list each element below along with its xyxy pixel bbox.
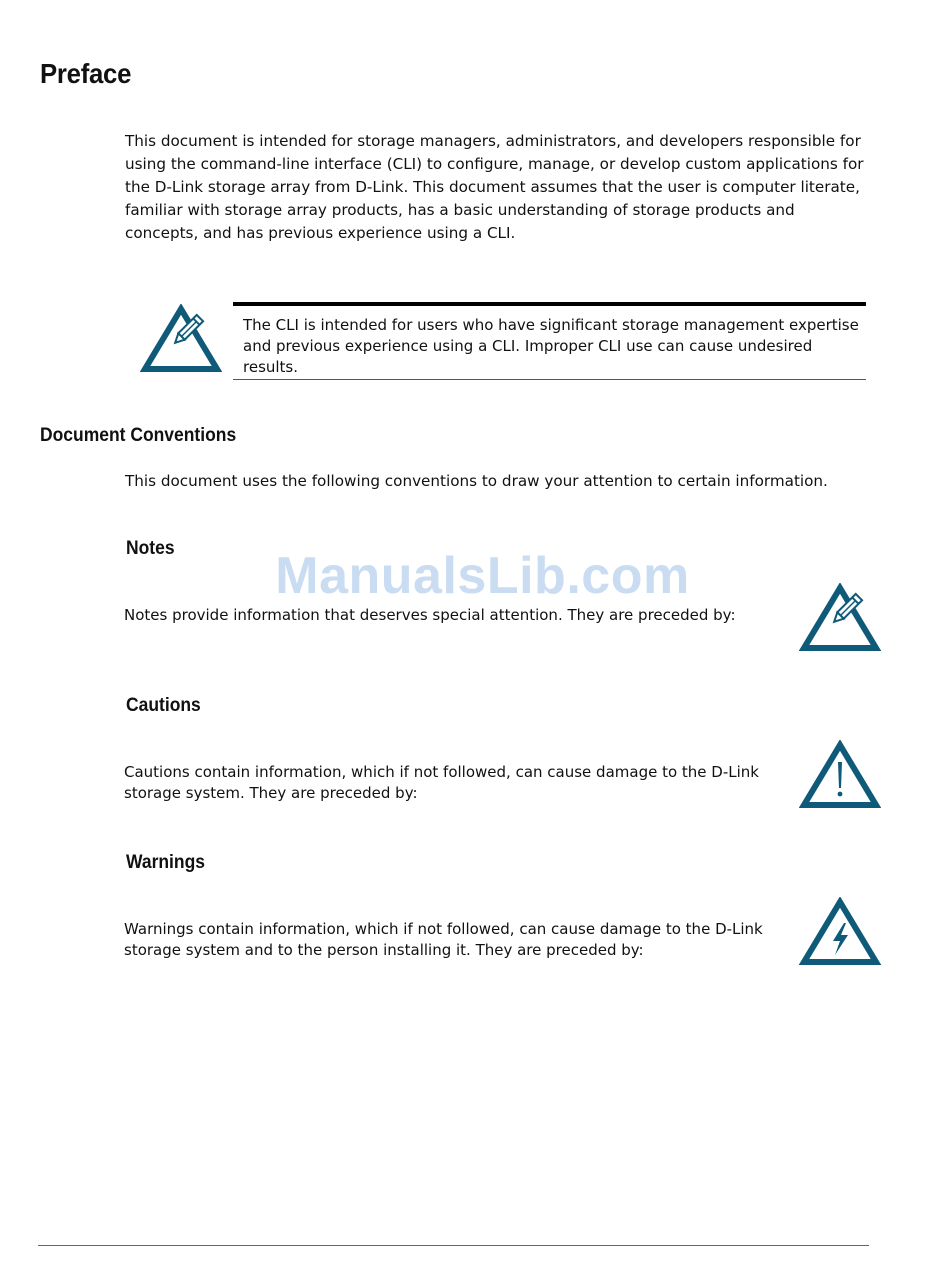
conventions-intro: This document uses the following conventions to draw your attention to certain information. [125, 472, 828, 490]
warnings-text: Warnings contain information, which if not followed, can cause damage to the D-Link storage system and to the person installing it. They are preceded by: [124, 920, 763, 959]
note-bottom-rule [233, 379, 866, 380]
note-pencil-icon [140, 304, 222, 372]
watermark: ManualsLib.com [275, 547, 690, 605]
note-box-text: The CLI is intended for users who have significant storage management expertise and previous experience using a CLI. Improper CLI use can cause undesired results. [243, 316, 859, 376]
warning-lightning-icon [799, 897, 881, 965]
caution-exclamation-icon [799, 740, 881, 808]
intro-paragraph: This document is intended for storage managers, administrators, and developers responsible for using the command-line interface (CLI) to configure, manage, or develop custom applications for the D-Link storage array from D-Link. This document assumes that the user is computer literate, familiar with storage array products, has a basic understanding of storage products and concepts, and has previous experience using a CLI. [125, 132, 864, 242]
note-top-rule [233, 302, 866, 306]
conventions-heading: Document Conventions [40, 425, 237, 446]
note-pencil-icon [799, 583, 881, 651]
cautions-heading: Cautions [126, 695, 201, 716]
warnings-heading: Warnings [126, 852, 205, 873]
page-title: Preface [40, 58, 132, 89]
footer-rule [38, 1245, 869, 1246]
cautions-text: Cautions contain information, which if not followed, can cause damage to the D-Link storage system. They are preceded by: [124, 763, 759, 802]
notes-heading: Notes [126, 538, 175, 559]
notes-text: Notes provide information that deserves special attention. They are preceded by: [124, 606, 736, 624]
